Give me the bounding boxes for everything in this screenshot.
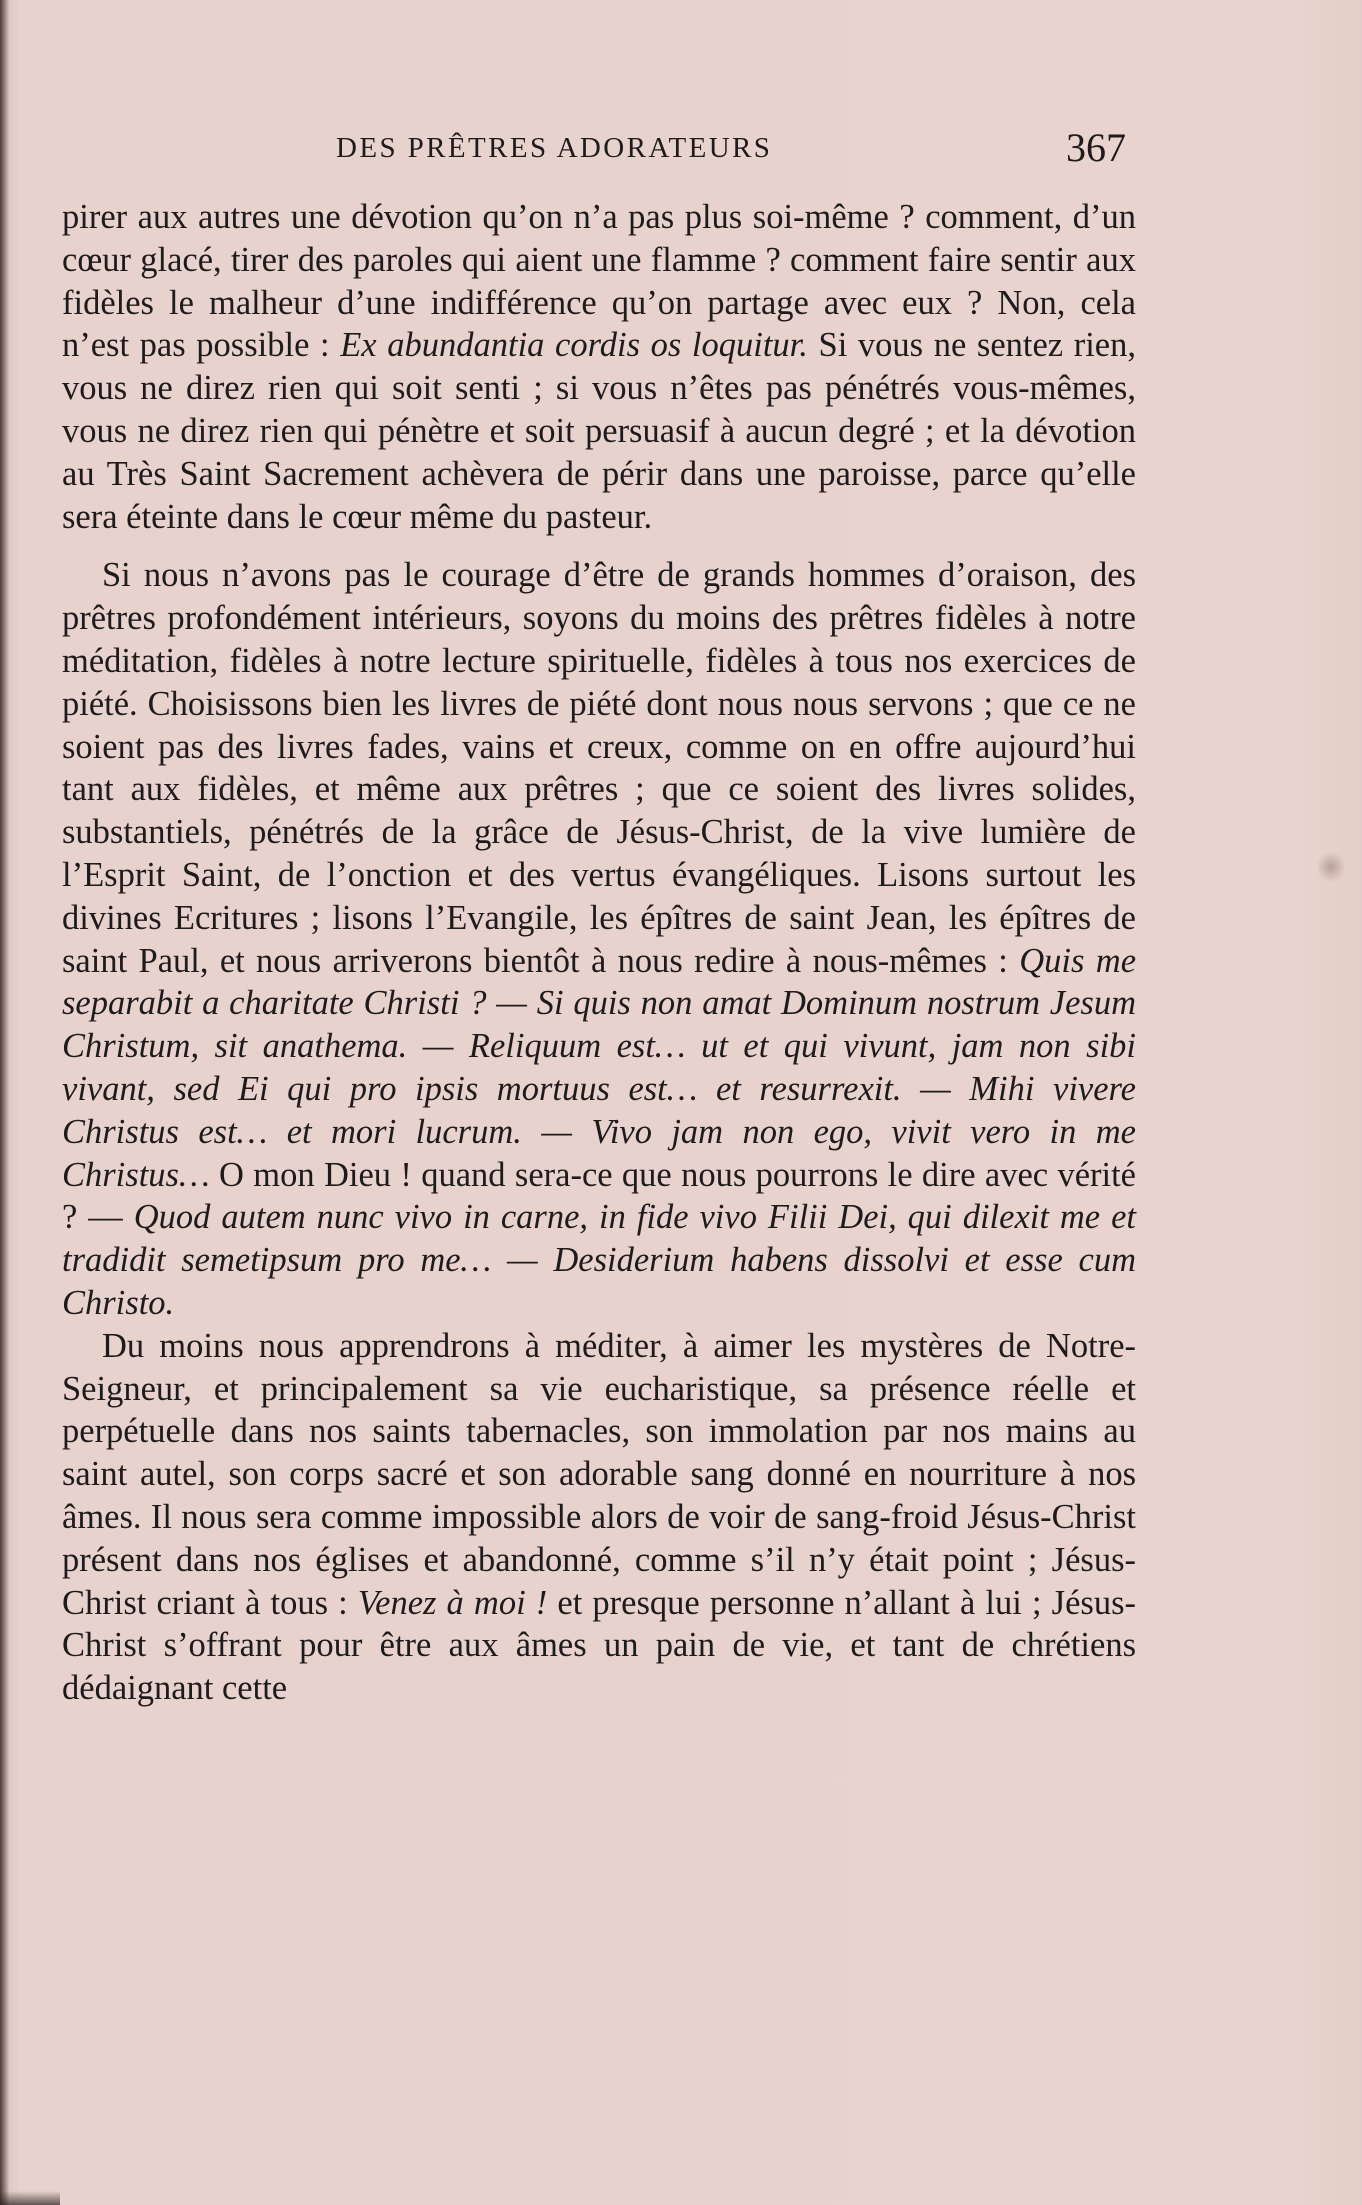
paragraph-1-latin-quote: Ex abundantia cordis os loquitur. xyxy=(340,326,808,365)
paragraph-2-text-a: Si nous n’avons pas le courage d’être de grands hommes d’oraison, des prêtres profondément intérieurs, soyons du moins des prêtres fidèles à notre méditation, fidèles à notre lecture spirituelle, fidèles à tous nos exercices de piété. Choisissons bien les livres de piété dont nous nous servons ; que ce ne soient pas des livres fades, vains et creux, comme on en offre aujourd’hui tant aux fidèles, et même aux prêtres ; que ce soient des livres solides, substantiels, pénétrés de la grâce de Jésus-Christ, de la vive lumière de l’Esprit Saint, de l’onction et des vertus évangéliques. Lisons surtout les divines Ecritures ; lisons l’Evangile, les épîtres de saint Jean, les épîtres de saint Paul, et nous arriverons bientôt à nous redire à nous-mêmes : xyxy=(62,556,1136,980)
running-header: DES PRÊTRES ADORATEURS xyxy=(336,132,773,164)
paragraph-3-text-b: et presque personne n’allant à lui ; Jésus-Christ s’offrant pour être aux âmes un pain de vie, et tant de chrétiens dédaignant cette xyxy=(62,1583,1136,1708)
paragraph-1 xyxy=(62,196,1136,538)
paper-stain xyxy=(1318,850,1344,884)
page-number: 367 xyxy=(1066,125,1126,170)
paragraph-2-text-b: O mon Dieu ! quand sera-ce que nous pourrons le dire avec vérité ? — xyxy=(62,1155,1136,1237)
paragraph-3 xyxy=(62,1325,1136,1710)
paragraph-3-italic-quote: Venez à moi ! xyxy=(357,1583,548,1622)
paragraph-1-text-a: pirer aux autres une dévotion qu’on n’a pas plus soi-même ? comment, d’un cœur glacé, tirer des paroles qui aient une flamme ? comment faire sentir aux fidèles le malheur d’une indifférence qu’on partage avec eux ? Non, cela n’est pas possible : xyxy=(62,198,1136,365)
paragraph-2 xyxy=(62,554,1136,1324)
page-binding-edge xyxy=(0,0,9,2205)
page-corner-shadow xyxy=(0,2191,60,2205)
paragraph-2-latin-quote-a: Quis me separabit a charitate Christi ? — Si quis non amat Dominum nostrum Jesum Christum, sit anathema. — Reliquum est… ut et qui vivunt, jam non sibi vivant, sed Ei qui pro ipsis mortuus est… et resurrexit. — Mihi vivere Christus est… et mori lucrum. — Vivo jam non ego, vivit vero in me Christus… xyxy=(62,941,1137,1194)
paragraph-1-text-b: Si vous ne sentez rien, vous ne direz rien qui soit senti ; si vous n’êtes pas pénétrés vous-mêmes, vous ne direz rien qui pénètre et soit persuasif à aucun degré ; et la dévotion au Très Saint Sacrement achèvera de périr dans une paroisse, parce qu’elle sera éteinte dans le cœur même du pasteur. xyxy=(62,326,1136,536)
paragraph-2-latin-quote-b: Quod autem nunc vivo in carne, in fide vivo Filii Dei, qui dilexit me et tradidit semetipsum pro me… — Desiderium habens dissolvi et esse cum Christo. xyxy=(62,1198,1136,1322)
body-text xyxy=(62,196,1136,1710)
paragraph-3-text-a: Du moins nous apprendrons à méditer, à aimer les mystères de Notre-Seigneur, et principalement sa vie eucharistique, sa présence réelle et perpétuelle dans nos saints tabernacles, son immolation par nos mains au saint autel, son corps sacré et son adorable sang donné en nourriture à nos âmes. Il nous sera comme impossible alors de voir de sang-froid Jésus-Christ présent dans nos églises et abandonné, comme s’il n’y était point ; Jésus-Christ criant à tous : xyxy=(62,1326,1136,1622)
